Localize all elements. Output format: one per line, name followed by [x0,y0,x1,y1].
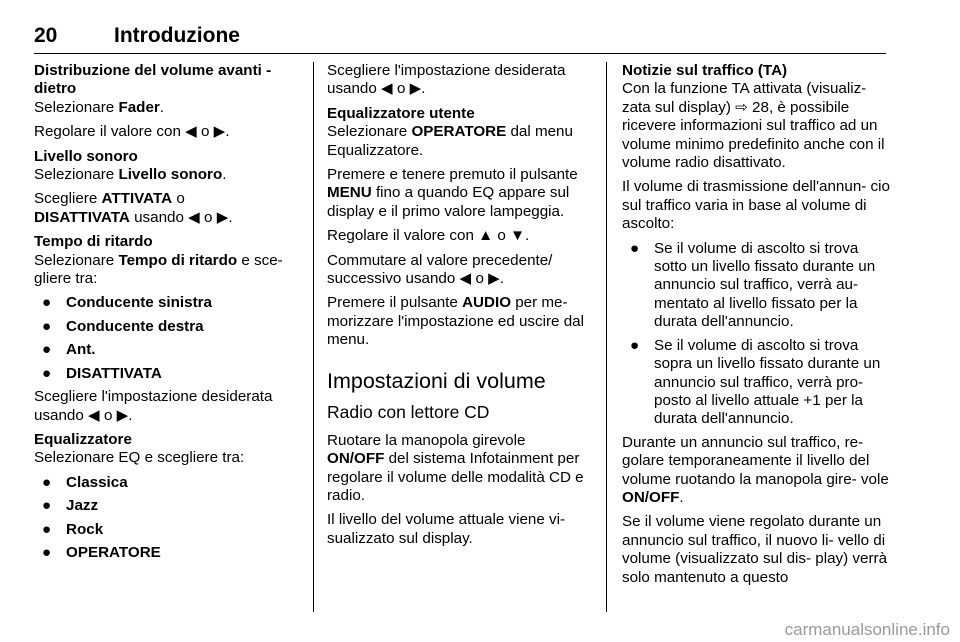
eq-option: OPERATORE [66,543,161,561]
bullet-icon: ● [42,520,52,538]
bullet-icon: ● [42,341,52,359]
ta-bullet: Se il volume di ascolto si trova sotto un livello fissato durante un annuncio sul traffico, verrà au- mentato al livello fissato per la durata dell'annuncio. [654,239,876,331]
bullet-icon: ● [42,294,52,312]
menu-value: MENU [327,184,372,202]
list-item [34,341,302,359]
fader-heading: Distribuzione del volume avanti - dietro [34,62,272,98]
delay-choose: Scegliere l'impostazione desiderata usando ◀ o ▶. [34,388,273,424]
sound-choose [34,190,302,227]
eq-option: Jazz [66,497,99,515]
user-eq-heading: Equalizzatore utente [327,104,475,122]
press-audio [327,294,595,349]
list-item [622,240,890,332]
text: Premere e tenere premuto il pulsante [327,166,578,184]
text: usando ◀ o ▶. [129,208,233,226]
delay-option: Conducente sinistra [66,294,212,312]
bullet-icon: ● [630,239,640,257]
list-item [34,544,302,562]
toggle-value: Commutare al valore precedente/ successivo usando ◀ o ▶. [327,251,553,288]
list-item [34,497,302,515]
list-item [622,337,890,429]
ta-volume: Il volume di trasmissione dell'annun- cio sul traffico varia in base al volume di ascolto: [622,178,890,233]
column-divider [606,62,607,612]
eq-option: Rock [66,520,104,538]
text: Premere il pulsante [327,294,463,312]
last-text: Se il volume viene regolato durante un annuncio sul traffico, il nuovo li- vello di volume (visualizzato sul dis- play) verrà solo mantenuto a questo [622,513,888,586]
radio-heading: Radio con lettore CD [327,401,490,422]
text: . [679,488,684,506]
text: per me- morizzare l'impostazione ed uscire dal menu. [327,294,584,349]
delay-heading: Tempo di ritardo [34,233,153,251]
watermark: carmanualsonline.info [784,620,950,639]
ta-text: Con la funzione TA attivata (visualiz- zata sul display) ⇨ 28, è possibile ricevere informazioni sul traffico ad un volume minimo predefinito anche con il volume radio disattivato. [622,80,885,172]
choose-setting: Scegliere l'impostazione desiderata usando ◀ o ▶. [327,62,566,98]
list-item [34,521,302,539]
fader-value: Fader [118,98,160,116]
audio-value: AUDIO [462,294,512,312]
text: Selezionare [34,251,119,269]
sound-heading: Livello sonoro [34,147,138,165]
list-item [34,365,302,383]
bullet-icon: ● [42,543,52,561]
bullet-icon: ● [42,473,52,491]
text: dal menu Equalizzatore. [327,123,573,159]
delay-select [34,252,302,289]
list-item [34,474,302,492]
list-item [34,294,302,312]
text: . [159,98,165,116]
text: del sistema Infotainment per regolare il volume delle modalità CD e radio. [327,450,584,504]
bullet-icon: ● [42,364,52,382]
text: Selezionare [34,166,119,184]
user-eq-select [327,123,595,160]
bullet-icon: ● [42,317,52,335]
text: Selezionare [327,123,412,141]
fader-adjust: Regolare il valore con ◀ o ▶. [34,123,230,141]
bullet-icon: ● [42,497,52,515]
delay-value: Tempo di ritardo [118,251,238,269]
during-text [622,434,890,508]
text: o [172,190,185,208]
text: . [222,166,227,184]
user-value: OPERATORE [411,123,507,141]
during-value: ON/OFF [622,488,680,506]
text: Selezionare [34,98,119,116]
ta-heading: Notizie sul traffico (TA) [622,62,788,79]
option-off: DISATTIVATA [34,208,130,226]
page-number: 20 [34,24,58,47]
header-rule [34,53,886,54]
text: Durante un annuncio sul traffico, re- golare temporaneamente il livello del volume ruotando la manopola gire- vole [622,433,889,488]
level-text: Il livello del volume attuale viene vi- sualizzato sul display. [327,511,566,547]
text: e sce- [237,251,283,269]
fader-select [34,99,302,117]
text: gliere tra: [34,270,98,288]
delay-option: DISATTIVATA [66,364,162,382]
option-on: ATTIVATA [101,190,173,208]
eq-select: Selezionare EQ e scegliere tra: [34,449,245,467]
delay-option: Ant. [66,341,96,359]
column-divider [313,62,314,612]
adjust-value: Regolare il valore con ▲ o ▼. [327,227,530,245]
knob-value: ON/OFF [327,450,385,468]
page-header [34,24,886,52]
column-right [622,62,890,593]
column-middle [327,62,595,554]
delay-option: Conducente destra [66,317,204,335]
eq-option: Classica [66,473,128,491]
eq-heading: Equalizzatore [34,430,132,448]
sound-select [34,166,302,184]
page-section-title: Introduzione [114,24,240,47]
volume-heading: Impostazioni di volume [327,368,546,393]
bullet-icon: ● [630,336,640,354]
knob-text [327,432,595,506]
list-item [34,318,302,336]
text: fino a quando EQ appare sul display e il primo valore lampeggia. [327,184,570,220]
column-left [34,62,302,567]
sound-value: Livello sonoro [118,166,223,184]
ta-bullet: Se il volume di ascolto si trova sopra un livello fissato durante un annuncio sul traffico, verrà pro- posto al livello attuale +1 per la durata dell'annuncio. [654,336,881,428]
text: Ruotare la manopola girevole [327,431,526,449]
text: Scegliere [34,190,102,208]
press-menu [327,166,595,221]
